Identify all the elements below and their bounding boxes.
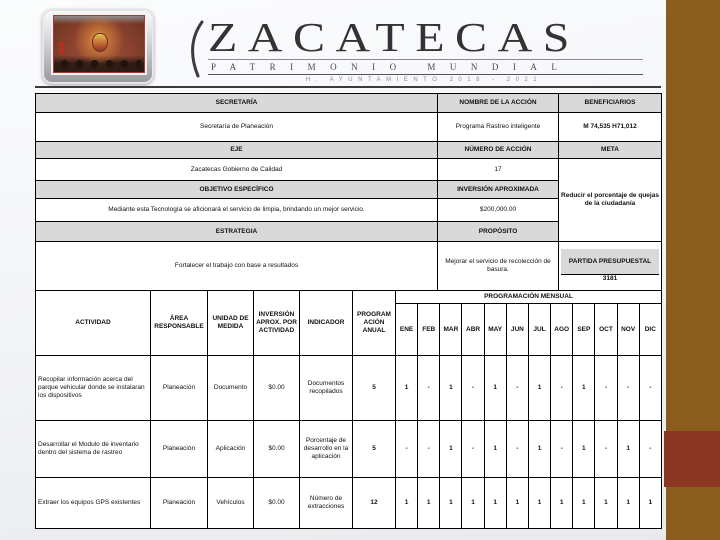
unidad-value: Vehículos (208, 478, 254, 529)
mensual-value: - (551, 356, 573, 421)
table-row (36, 421, 662, 478)
actividad-value: Desarrollar el Modulo de inventario dentro del sistema de rastreo (36, 421, 151, 478)
nombre-accion-value: Programa Rastreo inteligente (438, 113, 559, 142)
area-value: Planeación (151, 356, 208, 421)
program-info-table (35, 93, 662, 291)
partida-label: PARTIDA PRESUPUESTAL (561, 249, 659, 275)
banner-ayuntamiento: H. AYUNTAMIENTO 2018 - 2021 (305, 77, 543, 83)
col-area: ÁREA RESPONSABLE (151, 291, 208, 356)
mensual-value: 1 (484, 356, 506, 421)
indicador-value: Número de extracciones (300, 478, 353, 529)
eje-value: Zacatecas Gobierno de Calidad (36, 159, 438, 181)
logo-emblem-icon (92, 33, 108, 52)
flourish-icon (186, 20, 206, 78)
mensual-value: 1 (573, 421, 595, 478)
anual-value: 5 (353, 356, 396, 421)
secretaria-value: Secretaría de Planeación (36, 113, 438, 142)
col-anual: PROGRAMACIÓN ANUAL (353, 291, 396, 356)
mensual-value: - (462, 421, 484, 478)
mensual-value: - (396, 421, 418, 478)
mensual-value: 1 (396, 478, 418, 529)
nombre-accion-label: NOMBRE DE LA ACCIÓN (438, 94, 559, 113)
mensual-value: 1 (528, 478, 550, 529)
numero-accion-value: 17 (438, 159, 559, 181)
mensual-value: 1 (528, 356, 550, 421)
inversion-value: $0.00 (254, 356, 300, 421)
partida-cell (559, 242, 662, 291)
month-sep: SEP (573, 304, 595, 356)
mensual-value: 1 (462, 478, 484, 529)
month-oct: OCT (595, 304, 617, 356)
mensual-value: - (639, 356, 661, 421)
area-value: Planeación (151, 478, 208, 529)
mensual-value: 1 (396, 356, 418, 421)
unidad-value: Aplicación (208, 421, 254, 478)
mensual-value: 1 (418, 478, 440, 529)
banner-divider (35, 86, 661, 88)
red-accent-block (664, 431, 720, 487)
mensual-value: 1 (484, 421, 506, 478)
mensual-value: - (418, 356, 440, 421)
secretaria-label: SECRETARÍA (36, 94, 438, 113)
month-jun: JUN (506, 304, 528, 356)
col-mensual: PROGRAMACIÓN MENSUAL (396, 291, 662, 304)
indicador-value: Porcentaje de desarrollo en la aplicación (300, 421, 353, 478)
mensual-value: 1 (528, 421, 550, 478)
inversion-label: INVERSIÓN APROXIMADA (438, 181, 559, 199)
activities-table (35, 290, 662, 529)
mensual-value: 1 (573, 356, 595, 421)
mensual-value: - (639, 421, 661, 478)
month-dic: DIC (639, 304, 661, 356)
month-jul: JUL (528, 304, 550, 356)
zacatecas-crest-logo (42, 9, 154, 84)
table-row (36, 356, 662, 421)
mensual-value: - (617, 356, 639, 421)
mensual-value: 1 (440, 356, 462, 421)
mensual-value: - (595, 421, 617, 478)
numero-accion-label: NÚMERO DE ACCIÓN (438, 142, 559, 159)
indicador-value: Documentos recopilados (300, 356, 353, 421)
anual-value: 12 (353, 478, 396, 529)
inversion-value: $200,000.00 (438, 199, 559, 222)
objetivo-value: Mediante esta Tecnología se aficionará el servicio de limpia, brindando un mejor servicio. (36, 199, 438, 222)
partida-value: 3181 (602, 275, 618, 283)
logo-flag-icon (59, 42, 64, 54)
beneficiarios-label: BENEFICIARIOS (559, 94, 662, 113)
actividad-value: Extraer los equipos GPS existentes (36, 478, 151, 529)
mensual-value: - (506, 421, 528, 478)
month-ene: ENE (396, 304, 418, 356)
proposito-value: Mejorar el servicio de recolección de basura. (438, 242, 559, 291)
mensual-value: 1 (506, 478, 528, 529)
mensual-value: - (462, 356, 484, 421)
anual-value: 5 (353, 421, 396, 478)
table-row (36, 478, 662, 529)
proposito-label: PROPÓSITO (438, 222, 559, 242)
month-mar: MAR (440, 304, 462, 356)
beneficiarios-value: M 74,535 H71,012 (559, 113, 662, 142)
col-unidad: UNIDAD DE MEDIDA (208, 291, 254, 356)
mensual-value: 1 (573, 478, 595, 529)
mensual-value: - (595, 356, 617, 421)
mensual-value: 1 (440, 421, 462, 478)
mensual-value: 1 (639, 478, 661, 529)
estrategia-label: ESTRATEGIA (36, 222, 438, 242)
month-abr: ABR (462, 304, 484, 356)
estrategia-value: Fortalecer el trabajo con base a resultados (36, 242, 438, 291)
inversion-value: $0.00 (254, 421, 300, 478)
mensual-value: 1 (551, 478, 573, 529)
objetivo-label: OBJETIVO ESPECÍFICO (36, 181, 438, 199)
banner-subtitle: PATRIMONIO MUNDIAL (208, 59, 643, 75)
logo-figures (57, 59, 141, 70)
month-may: MAY (484, 304, 506, 356)
mensual-value: - (506, 356, 528, 421)
mensual-value: 1 (484, 478, 506, 529)
month-ago: AGO (551, 304, 573, 356)
area-value: Planeación (151, 421, 208, 478)
col-indicador: INDICADOR (300, 291, 353, 356)
col-inversion: INVERSIÓN APROX. POR ACTIVIDAD (254, 291, 300, 356)
meta-label: META (559, 142, 662, 159)
mensual-value: - (551, 421, 573, 478)
month-nov: NOV (617, 304, 639, 356)
inversion-value: $0.00 (254, 478, 300, 529)
logo-painting (53, 15, 145, 73)
mensual-value: 1 (617, 478, 639, 529)
eje-label: EJE (36, 142, 438, 159)
actividad-value: Recopilar información acerca del parque vehicular donde se instalaran los dispositivos (36, 356, 151, 421)
mensual-value: 1 (617, 421, 639, 478)
col-actividad: ACTIVIDAD (36, 291, 151, 356)
mensual-value: 1 (440, 478, 462, 529)
banner-wordmark: ZACATECAS (208, 14, 580, 60)
unidad-value: Documento (208, 356, 254, 421)
month-feb: FEB (418, 304, 440, 356)
mensual-value: 1 (595, 478, 617, 529)
mensual-value: - (418, 421, 440, 478)
meta-value: Reducir el porcentaje de quejas de la ciudadanía (559, 159, 662, 242)
